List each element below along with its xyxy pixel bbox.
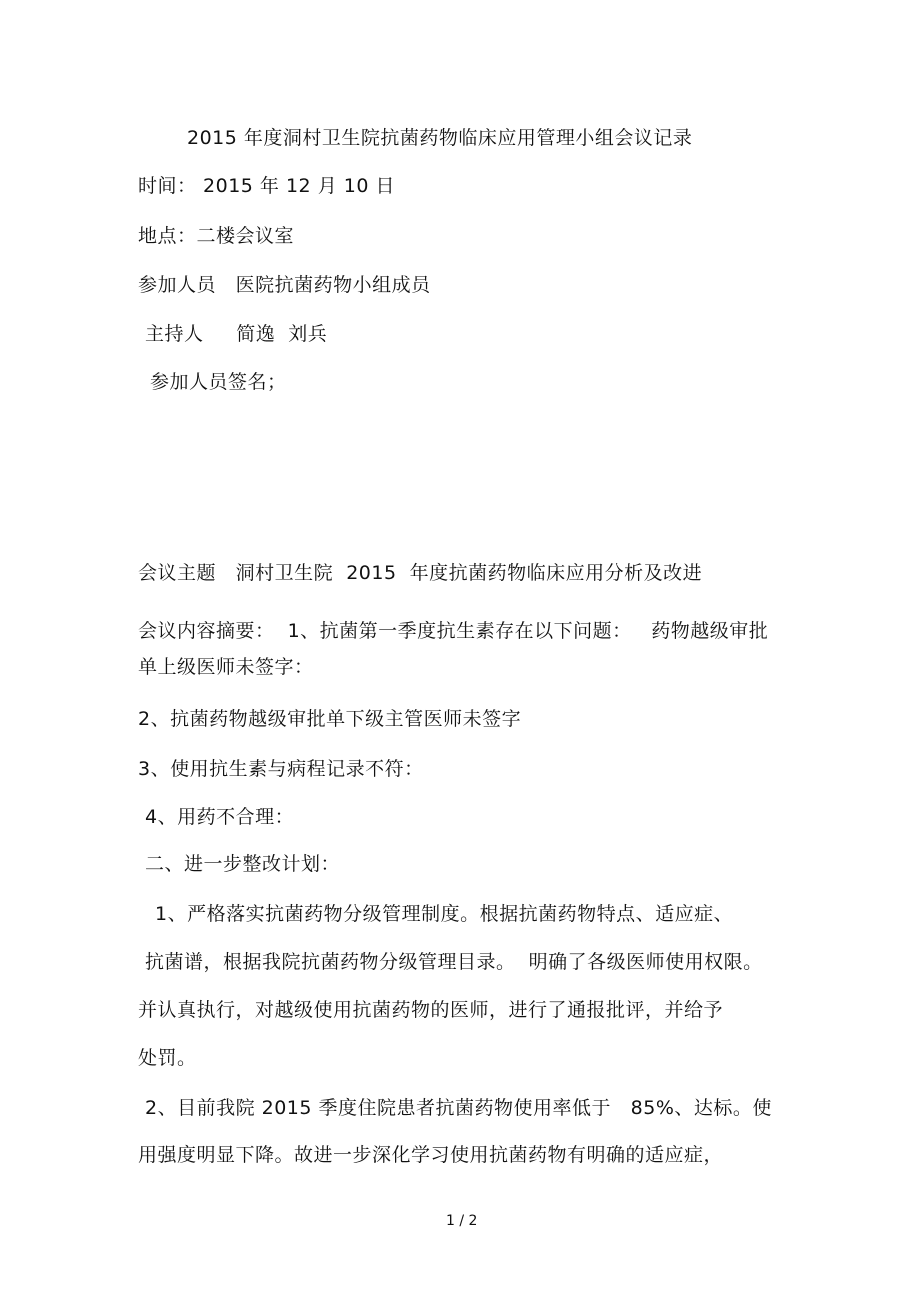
issue-item-3: 3、使用抗生素与病程记录不符： [138, 758, 424, 780]
plan-heading: 二、进一步整改计划： [145, 853, 341, 875]
meeting-attendees: 参加人员 医院抗菌药物小组成员 [138, 274, 431, 296]
plan-2-line-2: 用强度明显下降。故进一步深化学习使用抗菌药物有明确的适应症， [138, 1144, 724, 1166]
summary-line-1: 会议内容摘要： 1、抗菌第一季度抗生素存在以下问题： 药物越级审批 [138, 620, 769, 642]
plan-1-line-2: 抗菌谱，根据我院抗菌药物分级管理目录。 明确了各级医师使用权限。 [145, 951, 763, 973]
attendee-signature-label: 参加人员签名； [150, 371, 287, 393]
meeting-host: 主持人 简逸 刘兵 [145, 323, 328, 345]
summary-line-2: 单上级医师未签字： [138, 656, 314, 678]
issue-item-2: 2、抗菌药物越级审批单下级主管医师未签字 [138, 708, 522, 730]
meeting-time: 时间： 2015 年 12 月 10 日 [138, 175, 395, 197]
meeting-place: 地点：二楼会议室 [138, 225, 295, 247]
plan-1-line-1: 1、严格落实抗菌药物分级管理制度。根据抗菌药物特点、适应症、 [155, 903, 734, 925]
meeting-topic: 会议主题 洞村卫生院 2015 年度抗菌药物临床应用分析及改进 [138, 562, 703, 584]
issue-item-4: 4、用药不合理： [145, 806, 295, 828]
plan-2-line-1: 2、目前我院 2015 季度住院患者抗菌药物使用率低于 85%、达标。使 [145, 1097, 772, 1119]
page-number: 1 / 2 [446, 1213, 478, 1229]
document-title: 2015 年度洞村卫生院抗菌药物临床应用管理小组会议记录 [187, 127, 693, 149]
plan-1-line-4: 处罚。 [138, 1047, 197, 1069]
plan-1-line-3: 并认真执行，对越级使用抗菌药物的医师，进行了通报批评，并给予 [138, 999, 724, 1021]
